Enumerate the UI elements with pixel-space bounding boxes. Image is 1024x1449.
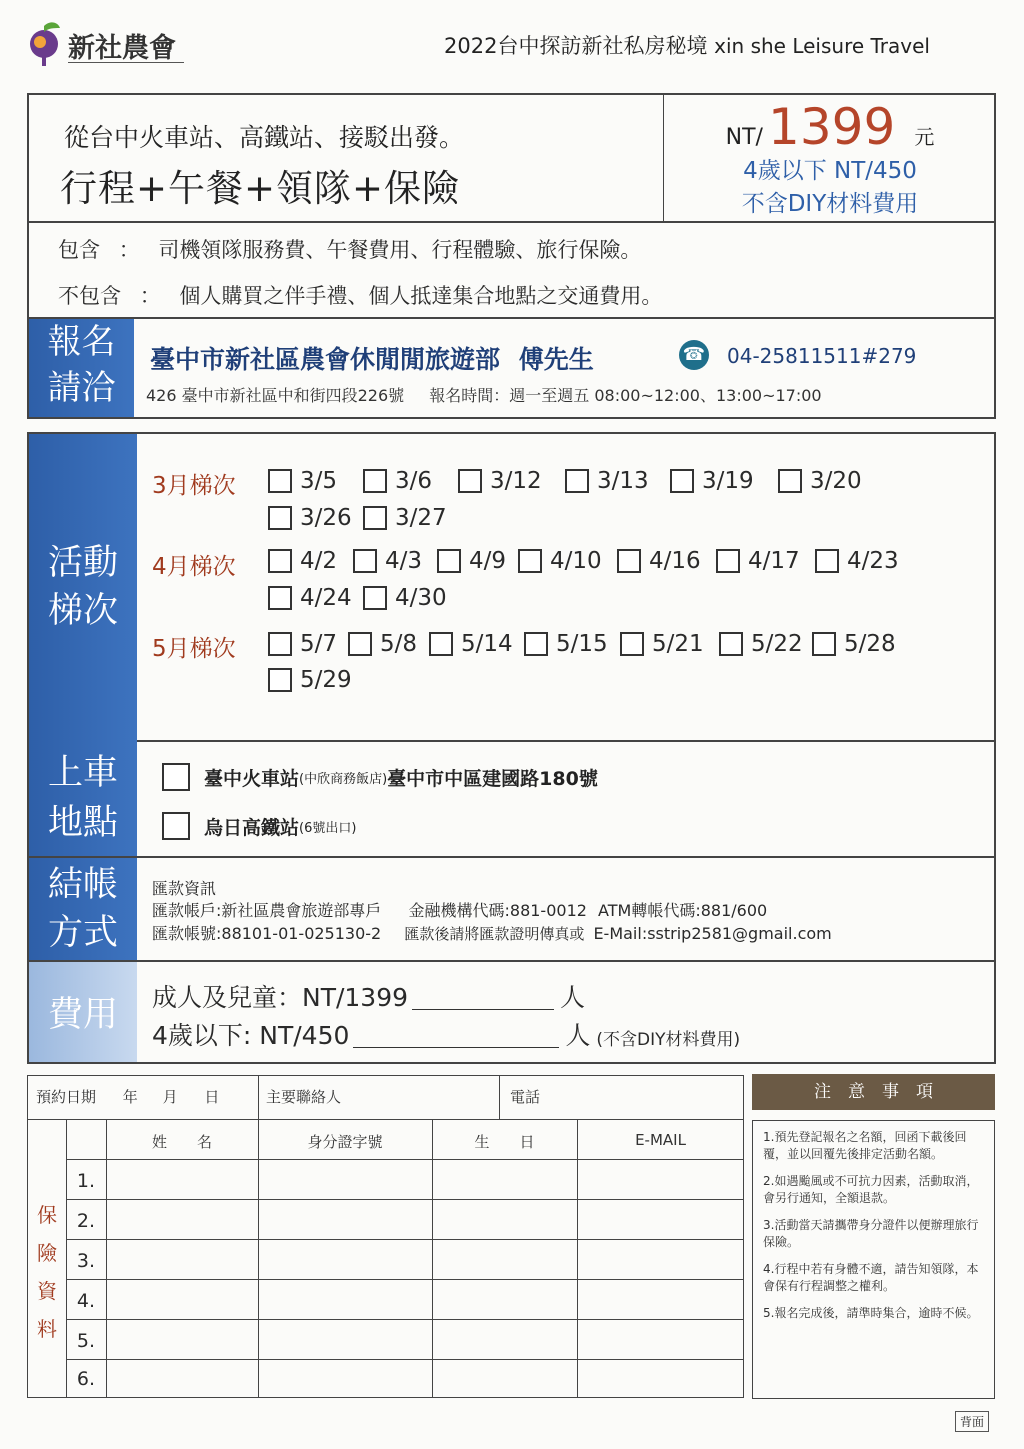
payment-row-2	[152, 921, 832, 944]
schedule-label-1: 活動	[47, 543, 118, 583]
checkbox[interactable]	[162, 812, 190, 840]
month-label-3: 3月梯次	[152, 473, 236, 499]
notice-item: 2.如遇颱風或不可抗力因素，活動取消，會另行通知，全額退款。	[763, 1174, 979, 1205]
page-mark: 背面	[955, 1411, 989, 1432]
payment-heading: 匯款資訊	[152, 879, 217, 898]
checkbox[interactable]	[518, 549, 542, 573]
atm-code: ATM轉帳代碼:881/600	[598, 901, 768, 920]
contact-org: 臺中市新社區農會休閒閒旅遊部	[150, 345, 501, 374]
schedule-label-2: 梯次	[47, 591, 118, 631]
date-checkbox[interactable]: 4/17	[716, 548, 800, 574]
date-checkbox[interactable]: 4/23	[815, 548, 899, 574]
checkbox[interactable]	[268, 668, 292, 692]
checkbox[interactable]	[162, 763, 190, 791]
booking-date-row[interactable]: 預約日期 年 月 日	[36, 1088, 220, 1106]
include-label: 包含	[58, 238, 100, 262]
checkbox[interactable]	[458, 469, 482, 493]
logo-text: 新社農會	[68, 33, 176, 64]
notice-item: 3.活動當天請攜帶身分證件以便辦理旅行保險。	[763, 1218, 979, 1249]
departure-text: 從台中火車站、高鐵站、接駁出發。	[64, 123, 465, 152]
date-checkbox[interactable]: 3/20	[778, 468, 862, 494]
logo-emblem-icon	[24, 20, 68, 66]
diy-note: 不含DIY材料費用	[741, 191, 919, 217]
fee-adult: 成人及兒童：NT/1399	[152, 983, 409, 1012]
date-checkbox[interactable]: 5/29	[268, 667, 352, 693]
date-checkbox[interactable]: 4/2	[268, 548, 337, 574]
checkbox[interactable]	[815, 549, 839, 573]
row-number: 1.	[76, 1170, 96, 1192]
fee-adult-row	[152, 978, 585, 1014]
date-checkbox[interactable]: 5/7	[268, 631, 337, 657]
phone-icon: ☎	[679, 340, 709, 370]
fee-child: 4歲以下: NT/450	[152, 1021, 350, 1050]
phone-field[interactable]: 電話	[510, 1088, 541, 1106]
pickup-option-1-note: (中欣商務飯店)	[299, 771, 388, 787]
row-number: 6.	[76, 1368, 96, 1390]
pickup-box	[27, 740, 996, 858]
contact-address: 426 臺中市新社區中和街四段226號	[146, 386, 405, 405]
page-title-en: xin she Leisure Travel	[714, 34, 930, 58]
include-row: 包含 ： 司機領隊服務費、午餐費用、行程體驗、旅行保險。	[58, 238, 642, 262]
logo	[24, 20, 184, 68]
checkbox[interactable]	[565, 469, 589, 493]
payment-divider	[27, 856, 996, 857]
checkbox[interactable]	[719, 632, 743, 656]
checkbox[interactable]	[268, 549, 292, 573]
checkbox[interactable]	[617, 549, 641, 573]
checkbox[interactable]	[268, 632, 292, 656]
pickup-option-1-address: 臺中市中區建國路180號	[387, 767, 598, 790]
exclude-row: 不包含 ： 個人購買之伴手禮、個人抵達集合地點之交通費用。	[58, 284, 663, 308]
fee-child-input[interactable]	[353, 1023, 559, 1048]
row-number: 4.	[76, 1290, 96, 1312]
notice-item: 4.行程中若有身體不適，請告知領隊，本會保有行程調整之權利。	[763, 1262, 979, 1293]
page-title	[444, 30, 930, 60]
date-checkbox[interactable]: 5/28	[812, 631, 896, 657]
pickup-option-2-name: 烏日高鐵站	[204, 816, 300, 839]
row-number: 5.	[76, 1330, 96, 1352]
pickup-label-1: 上車	[47, 753, 118, 793]
price-prefix: NT/	[725, 125, 763, 150]
contact-label	[29, 319, 134, 417]
checkbox[interactable]	[268, 506, 292, 530]
price-unit: 元	[914, 125, 935, 149]
page-title-cn: 2022台中探訪新社私房秘境	[444, 34, 708, 58]
contact-address-row	[146, 383, 822, 406]
col-email: E-MAIL	[635, 1131, 686, 1149]
checkbox[interactable]	[437, 549, 461, 573]
contact-person: 傅先生	[518, 345, 594, 374]
date-checkbox[interactable]: 4/9	[437, 548, 506, 574]
checkbox[interactable]	[812, 632, 836, 656]
fees-label-text: 費用	[47, 995, 118, 1035]
pickup-option-2-note: (6號出口)	[299, 820, 357, 836]
date-checkbox[interactable]: 5/22	[719, 631, 803, 657]
contact-label-2: 請洽	[47, 368, 116, 408]
pickup-label-2: 地點	[47, 803, 118, 843]
fees-divider	[27, 960, 996, 961]
fee-adult-input[interactable]	[412, 985, 554, 1010]
notice-box	[752, 1120, 995, 1399]
date-checkbox[interactable]: 3/13	[565, 468, 649, 494]
date-checkbox[interactable]: 3/6	[363, 468, 432, 494]
date-checkbox[interactable]: 3/19	[670, 468, 754, 494]
include-text: 司機領隊服務費、午餐費用、行程體驗、旅行保險。	[158, 238, 642, 262]
checkbox[interactable]	[716, 549, 740, 573]
date-label: 預約日期	[36, 1088, 97, 1106]
checkbox[interactable]	[348, 632, 372, 656]
checkbox[interactable]	[778, 469, 802, 493]
checkbox[interactable]	[670, 469, 694, 493]
price-block	[666, 96, 994, 220]
month-label-5: 5月梯次	[152, 636, 236, 662]
col-birthday: 生 日	[474, 1133, 535, 1151]
fax-note: 匯款後請將匯款證明傳真或	[404, 925, 585, 943]
includes-line: 行程+午餐+領隊+保險	[60, 167, 461, 210]
notice-title: 注 意 事 項	[752, 1074, 995, 1110]
checkbox[interactable]	[268, 469, 292, 493]
col-name: 姓 名	[151, 1133, 212, 1151]
notice-item: 5.報名完成後，請準時集合，逾時不候。	[763, 1306, 979, 1320]
main-contact-field[interactable]: 主要聯絡人	[266, 1088, 342, 1106]
date-checkbox[interactable]: 5/15	[524, 631, 608, 657]
row-number: 2.	[76, 1210, 96, 1232]
pickup-label	[29, 740, 137, 856]
fee-adult-unit: 人	[560, 983, 586, 1012]
row-number: 3.	[76, 1250, 96, 1272]
date-checkbox[interactable]: 4/24	[268, 585, 352, 611]
fee-child-unit: 人	[565, 1021, 591, 1050]
contact-phone: 04-25811511#279	[727, 344, 917, 368]
account-no: 匯款帳號:88101-01-025130-2	[152, 924, 382, 943]
pickup-option-1[interactable]	[162, 763, 598, 791]
checkbox[interactable]	[363, 586, 387, 610]
payment-email: E-Mail:sstrip2581@gmail.com	[593, 924, 832, 943]
contact-label-1: 報名	[47, 322, 116, 362]
date-checkbox[interactable]: 5/8	[348, 631, 417, 657]
checkbox[interactable]	[429, 632, 453, 656]
price-value: 1399	[768, 98, 896, 156]
payment-label-2: 方式	[47, 913, 118, 953]
checkbox[interactable]	[363, 506, 387, 530]
date-checkbox[interactable]: 5/21	[620, 631, 704, 657]
date-checkbox[interactable]: 3/5	[268, 468, 337, 494]
fee-child-row	[152, 1016, 740, 1052]
date-checkbox[interactable]: 3/12	[458, 468, 542, 494]
fee-child-note: (不含DIY材料費用)	[596, 1030, 741, 1050]
checkbox[interactable]	[524, 632, 548, 656]
checkbox[interactable]	[620, 632, 644, 656]
booking-form	[27, 1075, 744, 1398]
date-checkbox[interactable]: 4/10	[518, 548, 602, 574]
payment-label-1: 結帳	[47, 865, 118, 905]
date-checkbox[interactable]: 4/3	[353, 548, 422, 574]
date-checkbox[interactable]: 3/27	[363, 505, 447, 531]
fees-label	[29, 962, 137, 1062]
schedule-label	[29, 434, 137, 740]
exclude-label: 不包含	[58, 284, 121, 308]
date-checkbox[interactable]: 5/14	[429, 631, 513, 657]
pickup-option-1-name: 臺中火車站	[204, 767, 300, 790]
payment-label	[29, 858, 137, 960]
contact-org-row	[150, 340, 594, 376]
checkbox[interactable]	[268, 586, 292, 610]
col-id: 身分證字號	[307, 1133, 383, 1151]
month-label-4: 4月梯次	[152, 554, 236, 580]
account-name: 匯款帳戶:新社區農會旅遊部專戶	[152, 901, 382, 920]
checkbox[interactable]	[363, 469, 387, 493]
payment-row-1	[152, 898, 767, 921]
insurance-section-label: 保 險 資 料	[37, 1203, 57, 1341]
date-checkbox[interactable]: 3/26	[268, 505, 352, 531]
notice-item: 1.預先登記報名之名額，回函下載後回覆，並以回覆先後排定活動名額。	[763, 1130, 967, 1161]
package-divider	[663, 93, 664, 223]
child-price: 4歲以下 NT/450	[743, 158, 917, 184]
date-checkbox[interactable]: 4/16	[617, 548, 701, 574]
contact-hours: 報名時間：週一至週五 08:00~12:00、13:00~17:00	[429, 386, 822, 405]
logo-underline	[68, 62, 184, 63]
bank-code: 金融機構代碼:881-0012	[408, 901, 587, 920]
date-checkbox[interactable]: 4/30	[363, 585, 447, 611]
exclude-text: 個人購買之伴手禮、個人抵達集合地點之交通費用。	[179, 284, 663, 308]
checkbox[interactable]	[353, 549, 377, 573]
pickup-option-2[interactable]	[162, 812, 356, 840]
